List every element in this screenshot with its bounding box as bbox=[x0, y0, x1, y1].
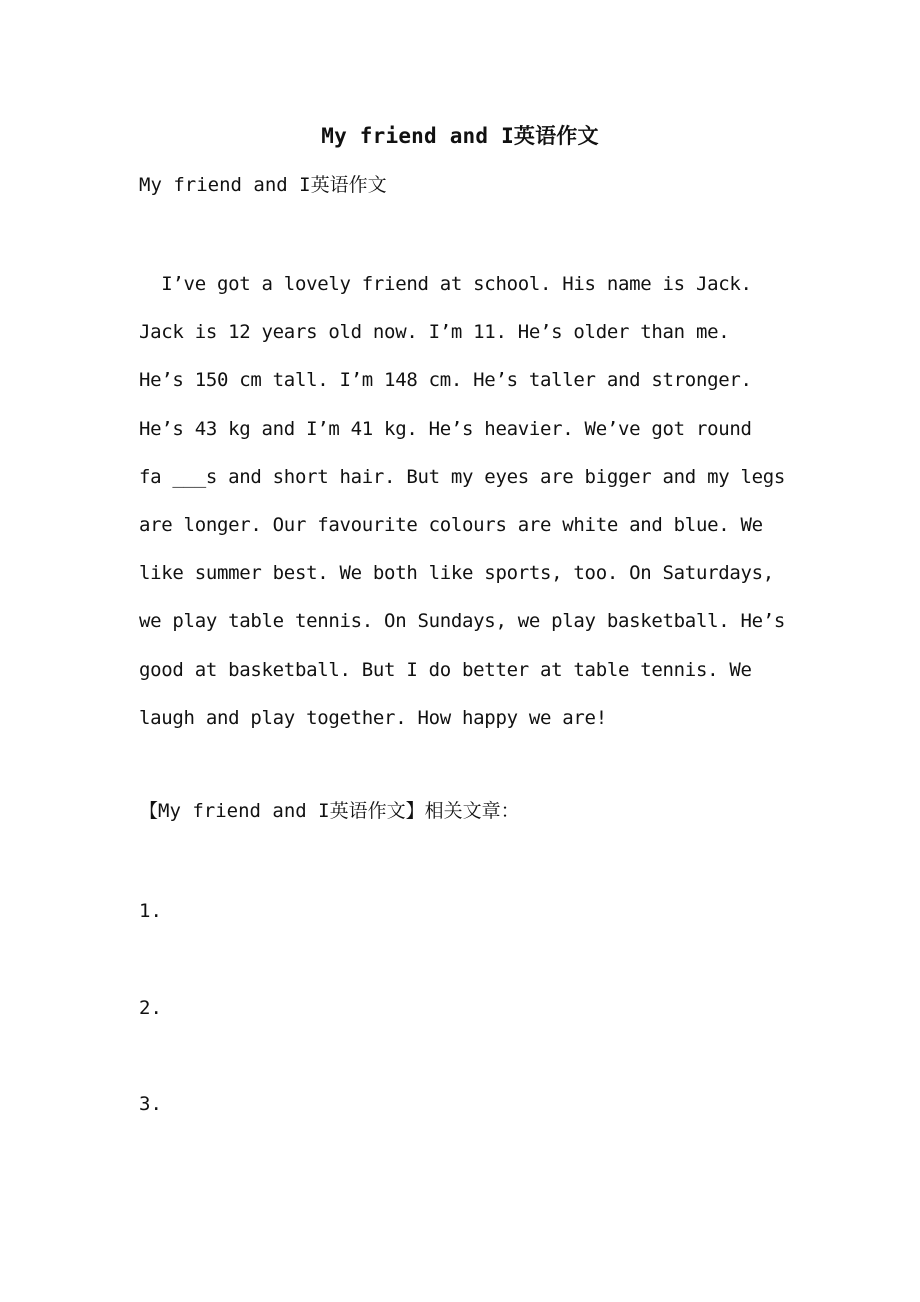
essay-line: we play table tennis. On Sundays, we play basketball. He’s bbox=[139, 610, 786, 633]
related-article-item-2[interactable]: 2. bbox=[139, 997, 162, 1019]
page-title: My friend and I英语作文 bbox=[321, 124, 599, 148]
essay-line: laugh and play together. How happy we are! bbox=[139, 706, 607, 729]
essay-line: Jack is 12 years old now. I’m 11. He’s older than me. bbox=[139, 321, 730, 344]
essay-line: I’ve got a lovely friend at school. His name is Jack. bbox=[139, 273, 752, 295]
essay-line: like summer best. We both like sports, too. On Saturdays, bbox=[139, 562, 774, 585]
related-article-item-1[interactable]: 1. bbox=[139, 900, 162, 922]
document-subtitle: My friend and I英语作文 bbox=[139, 174, 387, 196]
essay-line: He’s 150 cm tall. I’m 148 cm. He’s taller and stronger. bbox=[139, 369, 752, 392]
essay-line: He’s 43 kg and I’m 41 kg. He’s heavier. We’ve got round bbox=[139, 417, 752, 440]
essay-line: fa ___s and short hair. But my eyes are bigger and my legs bbox=[139, 465, 786, 488]
related-articles-heading: 【My friend and I英语作文】相关文章： bbox=[139, 800, 520, 822]
essay-body bbox=[139, 268, 799, 750]
related-article-item-3[interactable]: 3. bbox=[139, 1093, 162, 1115]
essay-line: are longer. Our favourite colours are white and blue. We bbox=[139, 513, 763, 536]
essay-line: good at basketball. But I do better at table tennis. We bbox=[139, 658, 752, 681]
